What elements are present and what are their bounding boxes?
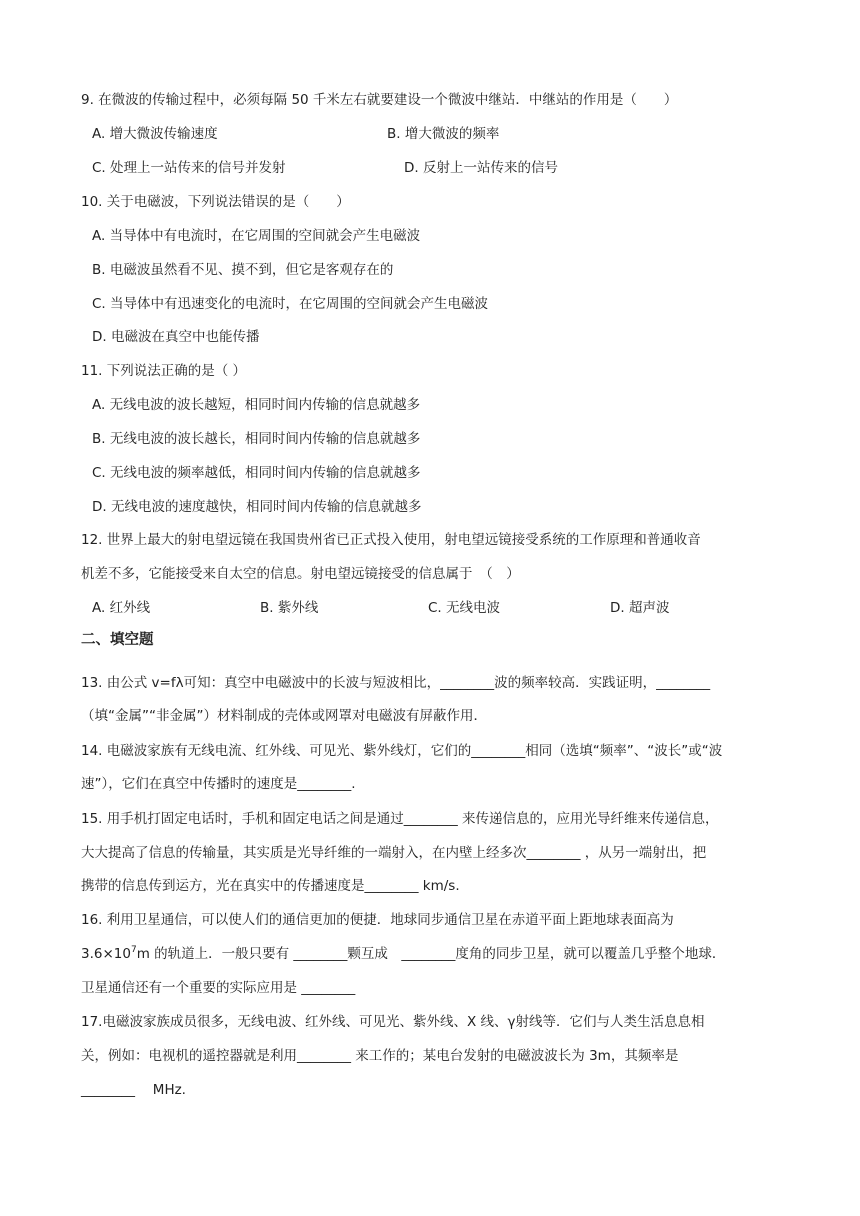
- question-17-line3: ________ MHz.: [81, 1082, 186, 1098]
- question-12-option-b: B. 紫外线: [260, 600, 319, 616]
- question-10-option-c: C. 当导体中有迅速变化的电流时，在它周围的空间就会产生电磁波: [92, 296, 489, 312]
- question-9-option-b: B. 增大微波的频率: [387, 126, 500, 142]
- question-14-line2: 速”），它们在真空中传播时的速度是________.: [81, 776, 356, 792]
- question-15-line3: 携带的信息传到运方，光在真实中的传播速度是________ km/s.: [81, 878, 460, 894]
- question-9-option-d: D. 反射上一站传来的信号: [404, 160, 558, 176]
- section-title: 二、填空题: [81, 632, 154, 648]
- question-12-stem-line2: 机差不多，它能接受来自太空的信息。射电望远镜接受的信息属于 （ ）: [81, 566, 520, 582]
- question-11-option-b: B. 无线电波的波长越长，相同时间内传输的信息就越多: [92, 431, 421, 447]
- question-16-line2: [81, 944, 725, 964]
- question-16-line2-text: m 的轨道上．一般只要有 ________颗互成 ________度角的同步卫星，就可以覆盖几乎整个地球．: [136, 946, 726, 962]
- question-16-line3: 卫星通信还有一个重要的实际应用是 ________: [81, 980, 356, 996]
- question-17-line2: 关，例如：电视机的遥控器就是利用________ 来工作的；某电台发射的电磁波波长为 3m，其频率是: [81, 1048, 679, 1064]
- question-17-line1: 17.电磁波家族成员很多，无线电波、红外线、可见光、紫外线、X 线、γ射线等．它们与人类生活息息相: [81, 1014, 705, 1030]
- question-14-line1: 14. 电磁波家族有无线电流、红外线、可见光、紫外线灯，它们的________相同（选填“频率”、“波长”或“波: [81, 743, 723, 759]
- question-10-option-a: A. 当导体中有电流时，在它周围的空间就会产生电磁波: [92, 228, 421, 244]
- question-9-stem: 9. 在微波的传输过程中，必须每隔 50 千米左右就要建设一个微波中继站．中继站的作用是（ ）: [81, 92, 678, 108]
- question-13-line2: （填“金属”“非金属”）材料制成的壳体或网罩对电磁波有屏蔽作用．: [81, 708, 487, 724]
- question-12-option-d: D. 超声波: [610, 600, 670, 616]
- question-16-line1: 16. 利用卫星通信，可以使人们的通信更加的便捷．地球同步通信卫星在赤道平面上距地球表面高为: [81, 912, 674, 928]
- question-12-option-c: C. 无线电波: [428, 600, 501, 616]
- question-11-stem: 11. 下列说法正确的是（ ）: [81, 363, 247, 379]
- question-15-line2: 大大提高了信息的传输量，其实质是光导纤维的一端射入，在内壁上经多次________ ，从另一端射出，把: [81, 845, 707, 861]
- question-11-option-c: C. 无线电波的频率越低，相同时间内传输的信息就越多: [92, 465, 421, 481]
- question-12-option-a: A. 红外线: [92, 600, 151, 616]
- question-10-option-d: D. 电磁波在真空中也能传播: [92, 329, 260, 345]
- question-13-line1: 13. 由公式 v=fλ可知：真空中电磁波中的长波与短波相比，________波的频率较高．实践证明，________: [81, 675, 711, 691]
- question-16-height-value: 3.6×10: [81, 946, 131, 962]
- question-10-option-b: B. 电磁波虽然看不见、摸不到，但它是客观存在的: [92, 262, 394, 278]
- question-9-option-a: A. 增大微波传输速度: [92, 126, 218, 142]
- question-15-line1: 15. 用手机打固定电话时，手机和固定电话之间是通过________ 来传递信息的，应用光导纤维来传递信息，: [81, 811, 719, 827]
- question-12-stem-line1: 12. 世界上最大的射电望远镜在我国贵州省已正式投入使用，射电望远镜接受系统的工作原理和普通收音: [81, 532, 701, 548]
- question-16-exponent: 7: [130, 945, 137, 955]
- question-11-option-a: A. 无线电波的波长越短，相同时间内传输的信息就越多: [92, 397, 421, 413]
- question-9-option-c: C. 处理上一站传来的信号并发射: [92, 160, 286, 176]
- question-11-option-d: D. 无线电波的速度越快，相同时间内传输的信息就越多: [92, 499, 422, 515]
- question-10-stem: 10. 关于电磁波，下列说法错误的是（ ）: [81, 194, 350, 210]
